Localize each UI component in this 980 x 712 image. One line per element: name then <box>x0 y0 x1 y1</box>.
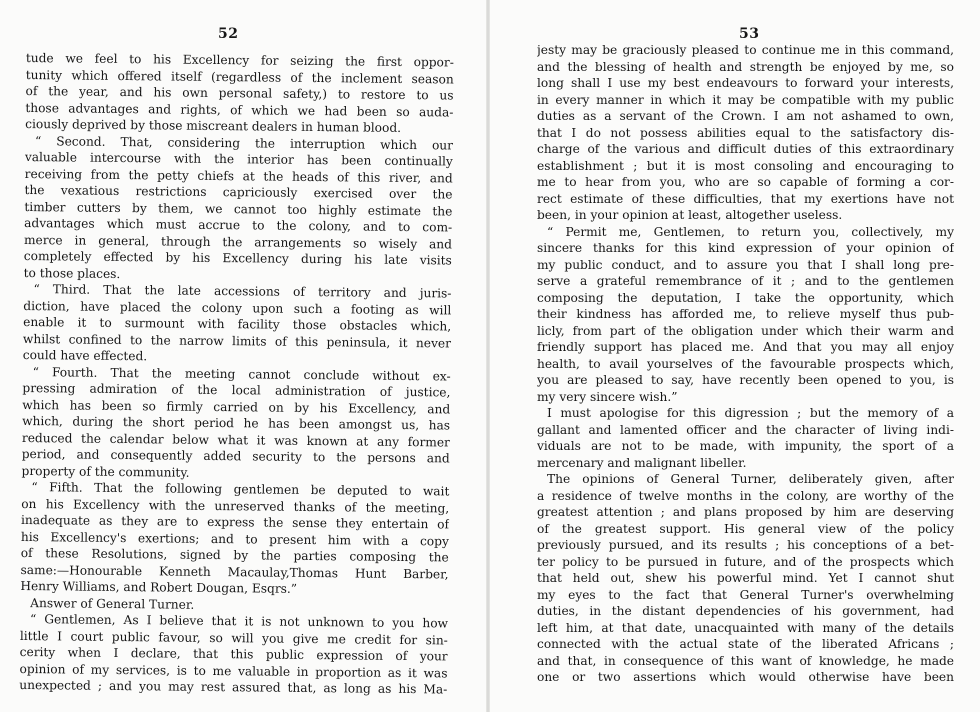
text-line: little I court public favour, so will you give me credit for sin- <box>19 628 448 647</box>
text-line: my very sincere wish.” <box>537 389 678 404</box>
text-line: licly, from part of the obligation under which their warm and <box>537 323 954 338</box>
text-line: gallant and lamented officer and the character of living indi- <box>537 422 954 437</box>
text-line: could have effected. <box>22 347 148 364</box>
text-line: “ Fifth. That the following gentlemen be deputed to wait <box>31 480 450 499</box>
text-line: which has been so firmly carried on by his Excellency, and <box>22 397 451 416</box>
text-line: rect estimate of these difficulties, that my exertions have not <box>537 191 954 206</box>
text-line: merce in general, through the arrangements so wisely and <box>23 232 453 251</box>
text-line: “ Gentlemen, As I believe that it is not unknown to you how <box>29 612 449 631</box>
text-line: me to hear from you, who are so capable of forming a cor- <box>537 175 954 189</box>
text-line: “ Third. That the late accessions of territory and juris- <box>33 282 452 301</box>
text-line: of the greatest support. His general view of the policy <box>537 521 954 536</box>
text-line: pressing admiration of the local administration of justice, <box>22 380 451 400</box>
text-line: of these Resolutions, signed by the parties composing the <box>20 545 449 565</box>
text-line: mercenary and malignant libeller. <box>537 455 747 470</box>
text-line: friendly support has placed me. And that you may all enjoy <box>537 340 954 354</box>
text-line: “ Second. That, considering the interruption which our <box>34 133 454 152</box>
text-line: enable it to surmount with facility those obstacles which, <box>23 314 452 334</box>
text-line: property of the community. <box>21 463 190 480</box>
text-line: completely effected by his Excellency during his late visits <box>23 248 452 268</box>
text-line: in every manner in which it may be compatible with my public <box>537 92 954 107</box>
page-number: 52 <box>218 26 239 42</box>
text-line: my public conduct, and to assure you that I shall long pre- <box>537 257 954 272</box>
text-line: inadequate as they are to express the sense they entertain of <box>21 512 450 532</box>
text-line: opinion of my services, is to me valuable in proportion as it was <box>19 661 448 680</box>
text-line: ter policy to be pursued in future, and of the prospects which <box>537 554 954 569</box>
text-line: health, to avail yourselves of the favourable prospects which, <box>537 356 954 371</box>
text-line: Answer of General Turner. <box>30 595 195 612</box>
text-line: on his Excellency with the unreserved thanks of the meeting, <box>21 496 450 515</box>
text-line: sincere thanks for this kind expression of your opinion of <box>537 241 954 255</box>
text-line: diction, have placed the colony upon such a footing as will <box>23 298 452 317</box>
text-line: that I do not possess abilities equal to the satisfactory dis- <box>537 125 954 140</box>
text-line: Henry Williams, and Robert Dougan, Esqrs.” <box>20 578 298 596</box>
right-page <box>490 0 980 712</box>
text-line: long shall I use my best endeavours to forward your interests, <box>537 76 954 90</box>
left-page <box>0 0 488 712</box>
text-line: his Excellency's exertions; and to present him with a copy <box>20 529 449 548</box>
text-line: unexpected ; and you may rest assured that, as long as his Ma- <box>19 677 448 697</box>
text-line: of the year, and his own personal safety,) to restore to us <box>25 83 454 103</box>
text-line: “ Permit me, Gentlemen, to return you, collectively, my <box>547 224 954 239</box>
text-line: serve a grateful remembrance of it ; and to the gentlemen <box>537 274 954 288</box>
text-line: period, and consequently added security to the persons and <box>21 446 450 466</box>
text-line: charge of the various and difficult duties of this extraordinary <box>537 142 954 156</box>
text-line: their kindness has afforded me, to relieve myself thus pub- <box>537 307 954 321</box>
page-body-text <box>19 50 454 698</box>
text-line: a residence of twelve months in the colony, are worthy of the <box>537 488 954 503</box>
text-line: jesty may be graciously pleased to continue me in this command, <box>537 43 954 57</box>
text-line: same:—Honourable Kenneth Macaulay,Thomas Hunt Barber, <box>20 562 449 581</box>
text-line: viduals are not to be made, with impunity, the sport of a <box>537 439 954 453</box>
text-line: whilst confined to the narrow limits of this peninsula, it never <box>22 331 452 350</box>
text-line: and the blessing of health and strength be enjoyed by me, so <box>537 59 954 74</box>
text-line: previously pursued, and its results ; his conceptions of a bet- <box>537 538 954 552</box>
text-line: tude we feel to his Excellency for seizing the first oppor- <box>25 50 454 70</box>
text-line: receiving from the petty chiefs at the heads of this river, and <box>24 166 453 185</box>
text-line: composing the deputation, I take the opportunity, which <box>537 290 954 305</box>
text-line: you are pleased to say, have recently been opened to you, is <box>537 373 954 387</box>
text-line: timber cutters by them, we cannot too highly estimate the <box>24 199 453 218</box>
text-line: and that, in consequence of this want of knowledge, he made <box>537 653 954 668</box>
text-line: my eyes to the fact that General Turner's overwhelming <box>537 587 954 602</box>
text-line: ciously deprived by those miscreant dealers in human blood. <box>25 116 402 135</box>
text-line: one or two assertions which would otherwise have been <box>537 670 954 684</box>
text-line: reduced the calendar below what it was known at any former <box>21 430 450 449</box>
text-line: I must apologise for this digression ; but the memory of a <box>547 406 954 420</box>
text-line: greatest attention ; and plans proposed by him are deserving <box>537 505 954 519</box>
text-line: advantages which must accrue to the colony, and to com- <box>24 215 453 235</box>
text-line: been, in your opinion at least, altogether useless. <box>537 208 843 222</box>
text-line: The opinions of General Turner, deliberately given, after <box>547 472 954 486</box>
text-line: duties, in the distant dependencies of his government, had <box>537 604 954 618</box>
text-line: tunity which offered itself (regardless of the inclement season <box>25 67 454 86</box>
page-number: 53 <box>739 26 760 42</box>
text-line: connected with the actual state of the liberated Africans ; <box>537 637 954 651</box>
text-line: to those places. <box>23 265 121 281</box>
text-line: which, during the short period he has been amongst us, has <box>22 413 451 433</box>
text-line: left him, at that date, unacquainted with many of the details <box>537 620 954 635</box>
text-line: that held out, shew his powerful mind. Yet I cannot shut <box>537 571 954 585</box>
text-line: establishment ; but it is most consoling and encouraging to <box>537 158 954 173</box>
text-line: the vexatious restrictions capriciously exercised over the <box>24 182 453 202</box>
text-line: “ Fourth. That the meeting cannot conclude without ex- <box>32 364 451 383</box>
text-line: those advantages and rights, of which we had been so auda- <box>25 100 454 119</box>
page-body-text <box>537 42 954 686</box>
text-line: valuable intercourse with the interior has been continually <box>24 149 453 169</box>
text-line: cerity when I declare, that this public expression of your <box>19 644 448 664</box>
text-line: duties as a servant of the Crown. I am not ashamed to own, <box>537 109 954 123</box>
